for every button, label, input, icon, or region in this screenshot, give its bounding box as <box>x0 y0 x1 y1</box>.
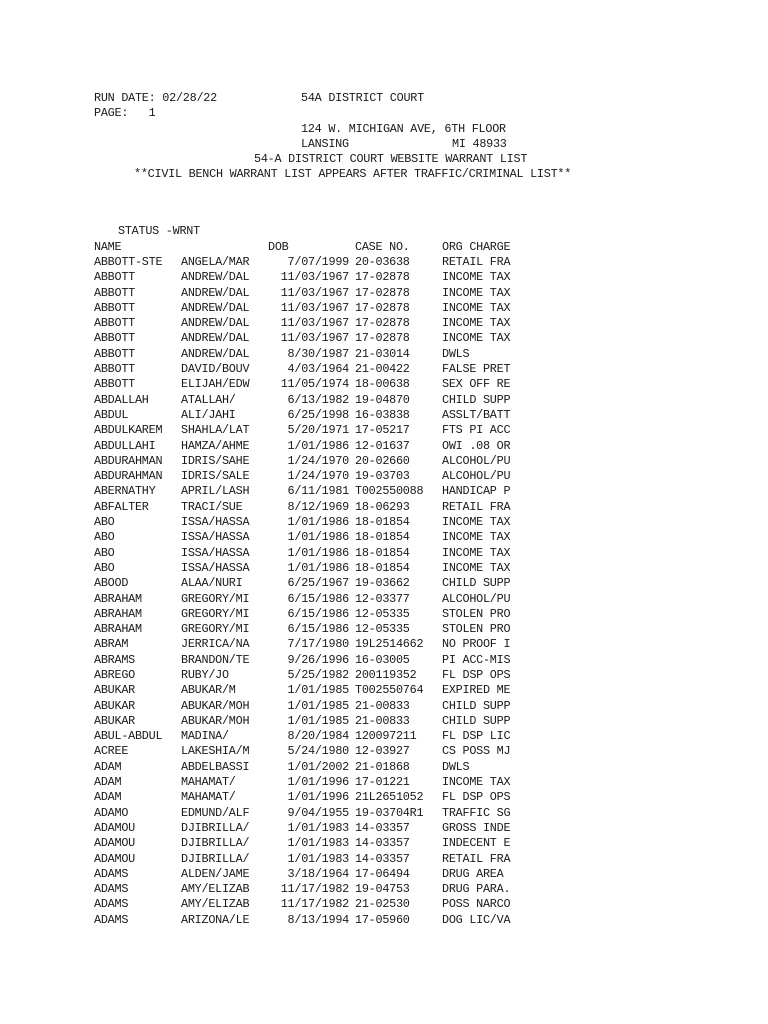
case-number-cell: 18-01854 <box>355 545 410 560</box>
table-row <box>94 439 694 454</box>
case-number-cell: T002550764 <box>355 683 424 698</box>
last-name-cell: ADAMOU <box>94 851 135 866</box>
table-row <box>94 469 694 484</box>
last-name-cell: ABREGO <box>94 667 135 682</box>
first-name-cell: ANDREW/DAL <box>181 300 250 315</box>
first-name-cell: ELIJAH/EDW <box>181 377 250 392</box>
dob-cell: 1/01/1983 <box>287 851 349 866</box>
table-row <box>94 622 694 637</box>
table-row <box>94 393 694 408</box>
charge-cell: ALCOHOL/PU <box>442 591 511 606</box>
first-name-cell: AMY/ELIZAB <box>181 897 250 912</box>
last-name-cell: ADAMOU <box>94 820 135 835</box>
last-name-cell: ABDULKAREM <box>94 423 163 438</box>
first-name-cell: DAVID/BOUV <box>181 362 250 377</box>
dob-cell: 1/01/1986 <box>287 438 349 453</box>
dob-cell: 11/03/1967 <box>280 285 349 300</box>
first-name-cell: SHAHLA/LAT <box>181 423 250 438</box>
last-name-cell: ADAM <box>94 759 122 774</box>
table-row <box>94 897 694 912</box>
case-number-cell: 12-03377 <box>355 591 410 606</box>
charge-cell: POSS NARCO <box>442 897 511 912</box>
dob-cell: 6/25/1967 <box>287 576 349 591</box>
charge-cell: STOLEN PRO <box>442 622 511 637</box>
first-name-cell: ATALLAH/ <box>181 392 236 407</box>
last-name-cell: ABBOTT <box>94 331 135 346</box>
dob-cell: 11/17/1982 <box>280 897 349 912</box>
last-name-cell: ABRAHAM <box>94 591 142 606</box>
case-number-cell: 18-06293 <box>355 499 410 514</box>
first-name-cell: ISSA/HASSA <box>181 560 250 575</box>
table-row <box>94 653 694 668</box>
court-name: 54A DISTRICT COURT <box>301 91 424 105</box>
last-name-cell: ADAM <box>94 775 122 790</box>
table-row <box>94 668 694 683</box>
first-name-cell: GREGORY/MI <box>181 606 250 621</box>
charge-cell: RETAIL FRA <box>442 851 511 866</box>
first-name-cell: ALDEN/JAME <box>181 866 250 881</box>
dob-cell: 6/15/1986 <box>287 591 349 606</box>
table-row <box>94 561 694 576</box>
charge-cell: FL DSP LIC <box>442 729 511 744</box>
charge-cell: FL DSP OPS <box>442 667 511 682</box>
first-name-cell: ISSA/HASSA <box>181 530 250 545</box>
court-city: LANSING <box>301 136 349 151</box>
charge-cell: CHILD SUPP <box>442 576 511 591</box>
case-number-cell: 14-03357 <box>355 836 410 851</box>
table-row <box>94 867 694 882</box>
charge-cell: OWI .08 OR <box>442 438 511 453</box>
address-line <box>94 122 694 137</box>
case-column-header: CASE NO. <box>355 239 410 254</box>
case-number-cell: 19-03662 <box>355 576 410 591</box>
table-row <box>94 637 694 652</box>
charge-column-header: ORG CHARGE <box>442 239 511 254</box>
first-name-cell: EDMUND/ALF <box>181 805 250 820</box>
last-name-cell: ADAMS <box>94 912 129 927</box>
dob-cell: 8/12/1969 <box>287 499 349 514</box>
charge-cell: RETAIL FRA <box>442 499 511 514</box>
dob-cell: 5/24/1980 <box>287 744 349 759</box>
dob-cell: 3/18/1964 <box>287 866 349 881</box>
table-row <box>94 530 694 545</box>
page-number: PAGE: 1 <box>94 106 156 121</box>
run-date: RUN DATE: 02/28/22 <box>94 91 217 105</box>
last-name-cell: ADAMO <box>94 805 129 820</box>
case-number-cell: 120097211 <box>355 729 417 744</box>
dob-cell: 4/03/1964 <box>287 362 349 377</box>
last-name-cell: ABBOTT <box>94 346 135 361</box>
note-line <box>94 167 694 182</box>
charge-cell: SEX OFF RE <box>442 377 511 392</box>
case-number-cell: 16-03005 <box>355 652 410 667</box>
dob-cell: 1/01/1983 <box>287 820 349 835</box>
table-row <box>94 852 694 867</box>
city-line <box>94 137 694 152</box>
dob-cell: 11/03/1967 <box>280 316 349 331</box>
dob-cell: 1/01/1986 <box>287 515 349 530</box>
first-name-cell: DJIBRILLA/ <box>181 851 250 866</box>
case-number-cell: 14-03357 <box>355 851 410 866</box>
list-title: 54-A DISTRICT COURT WEBSITE WARRANT LIST <box>254 152 528 167</box>
first-name-cell: MAHAMAT/ <box>181 775 236 790</box>
dob-cell: 11/17/1982 <box>280 882 349 897</box>
first-name-cell: BRANDON/TE <box>181 652 250 667</box>
case-number-cell: 18-01854 <box>355 560 410 575</box>
dob-cell: 8/13/1994 <box>287 912 349 927</box>
table-row <box>94 576 694 591</box>
first-name-cell: ANDREW/DAL <box>181 316 250 331</box>
charge-cell: CS POSS MJ <box>442 744 511 759</box>
charge-cell: EXPIRED ME <box>442 683 511 698</box>
last-name-cell: ABUL-ABDUL <box>94 729 163 744</box>
table-row <box>94 775 694 790</box>
table-row <box>94 255 694 270</box>
charge-cell: CHILD SUPP <box>442 698 511 713</box>
dob-cell: 6/13/1982 <box>287 392 349 407</box>
case-number-cell: 21-03014 <box>355 346 410 361</box>
table-row <box>94 546 694 561</box>
case-number-cell: 19-03703 <box>355 469 410 484</box>
table-row <box>94 913 694 928</box>
status-column-header: STATUS -WRNT <box>118 224 200 239</box>
case-number-cell: 17-02878 <box>355 285 410 300</box>
last-name-cell: ABO <box>94 560 115 575</box>
table-row <box>94 423 694 438</box>
table-row <box>94 500 694 515</box>
case-number-cell: 12-05335 <box>355 622 410 637</box>
charge-cell: INCOME TAX <box>442 270 511 285</box>
case-number-cell: 18-01854 <box>355 530 410 545</box>
table-row <box>94 836 694 851</box>
charge-cell: DRUG AREA <box>442 866 504 881</box>
dob-column-header: DOB <box>268 239 289 254</box>
first-name-cell: IDRIS/SALE <box>181 469 250 484</box>
dob-cell: 1/01/1986 <box>287 545 349 560</box>
case-number-cell: 18-00638 <box>355 377 410 392</box>
last-name-cell: ABDURAHMAN <box>94 453 163 468</box>
last-name-cell: ABO <box>94 545 115 560</box>
last-name-cell: ADAMS <box>94 866 129 881</box>
dob-cell: 11/03/1967 <box>280 300 349 315</box>
dob-cell: 1/24/1970 <box>287 469 349 484</box>
first-name-cell: ABUKAR/M <box>181 683 236 698</box>
charge-cell: DWLS <box>442 346 470 361</box>
case-number-cell: 21-00833 <box>355 698 410 713</box>
table-row <box>94 806 694 821</box>
charge-cell: RETAIL FRA <box>442 254 511 269</box>
dob-cell: 1/01/1996 <box>287 790 349 805</box>
dob-cell: 7/17/1980 <box>287 637 349 652</box>
last-name-cell: ABDUL <box>94 407 129 422</box>
first-name-cell: ABUKAR/MOH <box>181 698 250 713</box>
table-row <box>94 607 694 622</box>
first-name-cell: ISSA/HASSA <box>181 545 250 560</box>
case-number-cell: 20-02660 <box>355 453 410 468</box>
first-name-cell: ALAA/NURI <box>181 576 243 591</box>
case-number-cell: 12-03927 <box>355 744 410 759</box>
dob-cell: 1/01/1986 <box>287 530 349 545</box>
dob-cell: 1/01/1996 <box>287 775 349 790</box>
charge-cell: ALCOHOL/PU <box>442 453 511 468</box>
title-line <box>94 152 694 167</box>
dob-cell: 5/25/1982 <box>287 667 349 682</box>
case-number-cell: 14-03357 <box>355 820 410 835</box>
table-row <box>94 882 694 897</box>
first-name-cell: ANDREW/DAL <box>181 270 250 285</box>
charge-cell: FALSE PRET <box>442 362 511 377</box>
first-name-cell: ANGELA/MAR <box>181 254 250 269</box>
last-name-cell: ABRAHAM <box>94 606 142 621</box>
charge-cell: INCOME TAX <box>442 560 511 575</box>
charge-cell: DOG LIC/VA <box>442 912 511 927</box>
dob-cell: 8/30/1987 <box>287 346 349 361</box>
first-name-cell: ABUKAR/MOH <box>181 713 250 728</box>
column-header-row <box>94 240 694 255</box>
last-name-cell: ADAMOU <box>94 836 135 851</box>
first-name-cell: AMY/ELIZAB <box>181 882 250 897</box>
last-name-cell: ABUKAR <box>94 713 135 728</box>
run-date-line <box>94 91 694 106</box>
case-number-cell: 21L2651052 <box>355 790 424 805</box>
first-name-cell: ANDREW/DAL <box>181 285 250 300</box>
charge-cell: DRUG PARA. <box>442 882 511 897</box>
case-number-cell: 21-00833 <box>355 713 410 728</box>
table-row <box>94 821 694 836</box>
case-number-cell: 20-03638 <box>355 254 410 269</box>
first-name-cell: MADINA/ <box>181 729 229 744</box>
charge-cell: INCOME TAX <box>442 530 511 545</box>
dob-cell: 1/01/1985 <box>287 698 349 713</box>
charge-cell: INCOME TAX <box>442 300 511 315</box>
first-name-cell: APRIL/LASH <box>181 484 250 499</box>
table-row <box>94 729 694 744</box>
table-row <box>94 744 694 759</box>
table-row <box>94 347 694 362</box>
case-number-cell: 17-02878 <box>355 270 410 285</box>
case-number-cell: T002550088 <box>355 484 424 499</box>
charge-cell: ASSLT/BATT <box>442 407 511 422</box>
charge-cell: GROSS INDE <box>442 820 511 835</box>
dob-cell: 6/11/1981 <box>287 484 349 499</box>
first-name-cell: MAHAMAT/ <box>181 790 236 805</box>
table-row <box>94 270 694 285</box>
case-number-cell: 21-00422 <box>355 362 410 377</box>
dob-cell: 1/01/1986 <box>287 560 349 575</box>
last-name-cell: ADAMS <box>94 882 129 897</box>
first-name-cell: ANDREW/DAL <box>181 331 250 346</box>
case-number-cell: 17-02878 <box>355 300 410 315</box>
first-name-cell: DJIBRILLA/ <box>181 820 250 835</box>
court-state-zip: MI 48933 <box>452 136 507 151</box>
case-number-cell: 19-03704R1 <box>355 805 424 820</box>
table-row <box>94 760 694 775</box>
dob-cell: 6/25/1998 <box>287 407 349 422</box>
case-number-cell: 21-02530 <box>355 897 410 912</box>
table-row <box>94 454 694 469</box>
table-row <box>94 331 694 346</box>
case-number-cell: 17-02878 <box>355 316 410 331</box>
dob-cell: 7/07/1999 <box>287 254 349 269</box>
first-name-cell: DJIBRILLA/ <box>181 836 250 851</box>
charge-cell: INCOME TAX <box>442 515 511 530</box>
dob-cell: 11/03/1967 <box>280 331 349 346</box>
case-number-cell: 17-05960 <box>355 912 410 927</box>
last-name-cell: ABFALTER <box>94 499 149 514</box>
table-row <box>94 515 694 530</box>
dob-cell: 11/03/1967 <box>280 270 349 285</box>
case-number-cell: 18-01854 <box>355 515 410 530</box>
warrant-rows <box>94 255 694 928</box>
last-name-cell: ABBOTT <box>94 285 135 300</box>
name-column-header: NAME <box>94 239 122 254</box>
table-row <box>94 301 694 316</box>
last-name-cell: ABERNATHY <box>94 484 156 499</box>
table-row <box>94 408 694 423</box>
last-name-cell: ABBOTT <box>94 316 135 331</box>
case-number-cell: 19-04870 <box>355 392 410 407</box>
court-address: 124 W. MICHIGAN AVE, 6TH FLOOR <box>301 121 506 136</box>
last-name-cell: ABOOD <box>94 576 129 591</box>
case-number-cell: 19L2514662 <box>355 637 424 652</box>
charge-cell: STOLEN PRO <box>442 606 511 621</box>
last-name-cell: ABRAM <box>94 637 129 652</box>
page-line <box>94 106 694 121</box>
charge-cell: INDECENT E <box>442 836 511 851</box>
last-name-cell: ABDURAHMAN <box>94 469 163 484</box>
charge-cell: PI ACC-MIS <box>442 652 511 667</box>
last-name-cell: ABUKAR <box>94 698 135 713</box>
first-name-cell: TRACI/SUE <box>181 499 243 514</box>
case-number-cell: 17-02878 <box>355 331 410 346</box>
last-name-cell: ADAM <box>94 790 122 805</box>
status-header-line <box>94 224 694 239</box>
case-number-cell: 200119352 <box>355 667 417 682</box>
first-name-cell: ALI/JAHI <box>181 407 236 422</box>
last-name-cell: ABUKAR <box>94 683 135 698</box>
charge-cell: INCOME TAX <box>442 331 511 346</box>
charge-cell: NO PROOF I <box>442 637 511 652</box>
charge-cell: FL DSP OPS <box>442 790 511 805</box>
table-row <box>94 484 694 499</box>
dob-cell: 9/04/1955 <box>287 805 349 820</box>
first-name-cell: GREGORY/MI <box>181 622 250 637</box>
first-name-cell: JERRICA/NA <box>181 637 250 652</box>
first-name-cell: ANDREW/DAL <box>181 346 250 361</box>
dob-cell: 1/01/2002 <box>287 759 349 774</box>
dob-cell: 6/15/1986 <box>287 622 349 637</box>
dob-cell: 5/20/1971 <box>287 423 349 438</box>
first-name-cell: RUBY/JO <box>181 667 229 682</box>
case-number-cell: 12-05335 <box>355 606 410 621</box>
first-name-cell: GREGORY/MI <box>181 591 250 606</box>
warrant-list-document <box>94 91 694 928</box>
last-name-cell: ABO <box>94 515 115 530</box>
list-note: **CIVIL BENCH WARRANT LIST APPEARS AFTER TRAFFIC/CRIMINAL LIST** <box>134 167 572 182</box>
dob-cell: 9/26/1996 <box>287 652 349 667</box>
table-row <box>94 286 694 301</box>
first-name-cell: ISSA/HASSA <box>181 515 250 530</box>
table-row <box>94 316 694 331</box>
case-number-cell: 12-01637 <box>355 438 410 453</box>
first-name-cell: HAMZA/AHME <box>181 438 250 453</box>
dob-cell: 6/15/1986 <box>287 606 349 621</box>
charge-cell: INCOME TAX <box>442 775 511 790</box>
table-row <box>94 377 694 392</box>
table-row <box>94 592 694 607</box>
table-row <box>94 699 694 714</box>
charge-cell: DWLS <box>442 759 470 774</box>
charge-cell: INCOME TAX <box>442 545 511 560</box>
table-row <box>94 362 694 377</box>
table-row <box>94 683 694 698</box>
first-name-cell: ARIZONA/LE <box>181 912 250 927</box>
charge-cell: FTS PI ACC <box>442 423 511 438</box>
dob-cell: 11/05/1974 <box>280 377 349 392</box>
table-row <box>94 714 694 729</box>
charge-cell: CHILD SUPP <box>442 713 511 728</box>
charge-cell: INCOME TAX <box>442 316 511 331</box>
last-name-cell: ABBOTT <box>94 362 135 377</box>
charge-cell: CHILD SUPP <box>442 392 511 407</box>
last-name-cell: ABDALLAH <box>94 392 149 407</box>
dob-cell: 8/20/1984 <box>287 729 349 744</box>
case-number-cell: 21-01868 <box>355 759 410 774</box>
last-name-cell: ABBOTT <box>94 377 135 392</box>
last-name-cell: ABO <box>94 530 115 545</box>
last-name-cell: ABRAMS <box>94 652 135 667</box>
case-number-cell: 17-05217 <box>355 423 410 438</box>
dob-cell: 1/24/1970 <box>287 453 349 468</box>
case-number-cell: 19-04753 <box>355 882 410 897</box>
dob-cell: 1/01/1985 <box>287 713 349 728</box>
first-name-cell: IDRIS/SAHE <box>181 453 250 468</box>
dob-cell: 1/01/1985 <box>287 683 349 698</box>
last-name-cell: ABBOTT <box>94 270 135 285</box>
last-name-cell: ABBOTT-STE <box>94 254 163 269</box>
charge-cell: TRAFFIC SG <box>442 805 511 820</box>
charge-cell: INCOME TAX <box>442 285 511 300</box>
last-name-cell: ABRAHAM <box>94 622 142 637</box>
last-name-cell: ABBOTT <box>94 300 135 315</box>
last-name-cell: ACREE <box>94 744 129 759</box>
case-number-cell: 17-06494 <box>355 866 410 881</box>
case-number-cell: 16-03838 <box>355 407 410 422</box>
charge-cell: ALCOHOL/PU <box>442 469 511 484</box>
case-number-cell: 17-01221 <box>355 775 410 790</box>
first-name-cell: ABDELBASSI <box>181 759 250 774</box>
dob-cell: 1/01/1983 <box>287 836 349 851</box>
last-name-cell: ADAMS <box>94 897 129 912</box>
last-name-cell: ABDULLAHI <box>94 438 156 453</box>
table-row <box>94 790 694 805</box>
charge-cell: HANDICAP P <box>442 484 511 499</box>
first-name-cell: LAKESHIA/M <box>181 744 250 759</box>
